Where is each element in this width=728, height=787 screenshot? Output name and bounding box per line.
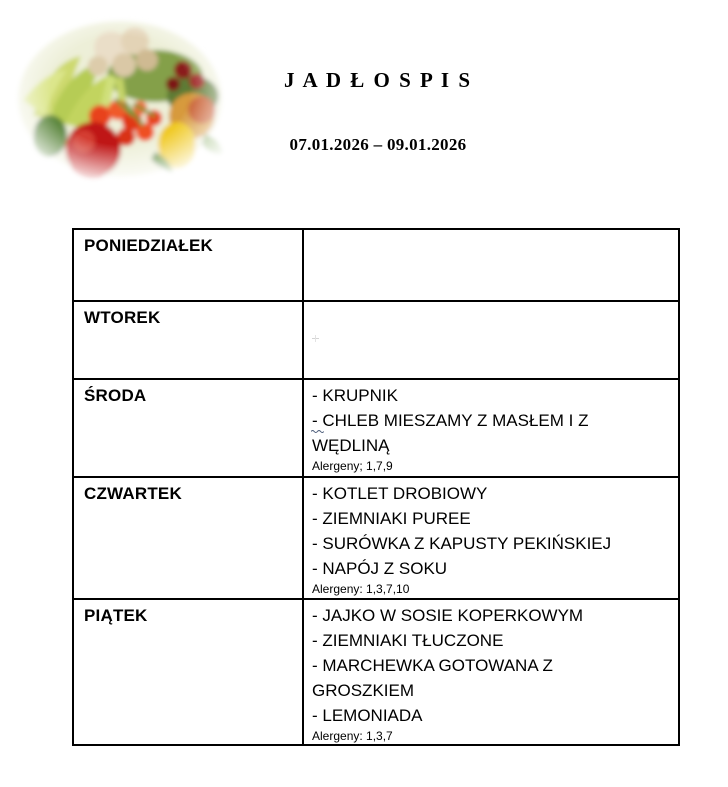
menu-item: - MARCHEWKA GOTOWANA Z GROSZKIEM	[312, 656, 553, 700]
day-cell-thursday: CZWARTEK	[73, 477, 303, 599]
scan-artifact	[312, 335, 319, 342]
menu-cell-monday	[303, 229, 679, 301]
table-row-monday	[73, 229, 679, 301]
day-cell-friday: PIĄTEK	[73, 599, 303, 745]
date-range: 07.01.2026 – 09.01.2026	[289, 135, 467, 154]
vegetables-photo	[5, 4, 235, 184]
day-cell-monday: PONIEDZIAŁEK	[73, 229, 303, 301]
table-row-wednesday	[73, 379, 679, 477]
menu-item: - ZIEMNIAKI TŁUCZONE	[312, 631, 504, 650]
table-row-friday	[73, 599, 679, 745]
menu-item: - CHLEB MIESZAMY Z MASŁEM I Z WĘDLINĄ	[312, 411, 589, 455]
menu-cell-tuesday	[303, 301, 679, 379]
menu-item: - KOTLET DROBIOWY	[312, 484, 488, 503]
menu-item: - NAPÓJ Z SOKU	[312, 559, 448, 578]
menu-cell-wednesday	[303, 379, 679, 477]
allergens-note: Alergeny: 1,3,7	[312, 729, 393, 743]
menu-item: - ZIEMNIAKI PUREE	[312, 509, 471, 528]
menu-cell-thursday	[303, 477, 679, 599]
page-title: J A D Ł O S P I S	[283, 68, 473, 92]
menu-table	[72, 228, 680, 746]
allergens-note: Alergeny: 1,3,7,10	[312, 582, 410, 596]
menu-item: - LEMONIADA	[312, 706, 423, 725]
menu-item: - SURÓWKA Z KAPUSTY PEKIŃSKIEJ	[312, 534, 612, 553]
menu-item: - KRUPNIK	[312, 386, 398, 405]
menu-item: - JAJKO W SOSIE KOPERKOWYM	[312, 606, 584, 625]
spellcheck-squiggle-icon	[311, 429, 324, 433]
menu-cell-friday	[303, 599, 679, 745]
day-cell-tuesday: WTOREK	[73, 301, 303, 379]
allergens-note: Alergeny; 1,7,9	[312, 459, 393, 473]
table-row-thursday	[73, 477, 679, 599]
day-cell-wednesday: ŚRODA	[73, 379, 303, 477]
table-row-tuesday	[73, 301, 679, 379]
